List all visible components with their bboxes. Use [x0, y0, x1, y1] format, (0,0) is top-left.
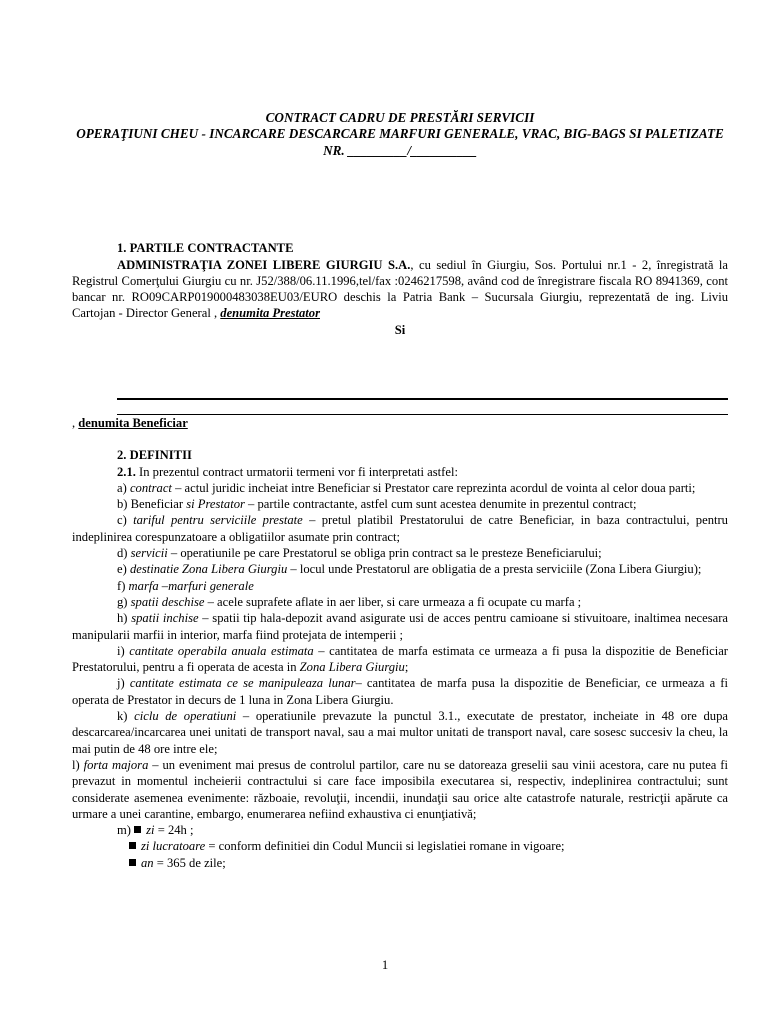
party-paragraph: ADMINISTRAŢIA ZONEI LIBERE GIURGIU S.A., cu sediul în Giurgiu, Sos. Portului nr.1 - 2, înregistrată la Registrul Comerţului Giurgiu cu nr. J52/388/06.11.1996,tel/fax :0246217598, având cod de înregistrare fiscala RO 8941369, cont bancar nr. RO09CARP019000483038EU03/EURO deschis la Patria Bank – Sucursala Giurgiu, reprezentată de ing. Liviu Cartojan - Director General , denumita Prestator — [72, 257, 728, 321]
definition-m-year: an = 365 de zile; — [72, 855, 728, 871]
definition-m-work-day: zi lucratoare = conform definitiei din Codul Muncii si legislatiei romane in vigoare; — [72, 838, 728, 854]
contract-number: NR. _________/__________ — [323, 142, 477, 158]
section-1-heading: 1. PARTILE CONTRACTANTE — [117, 241, 294, 256]
definition-h: h) spatii inchise – spatii tip hala-depozit avand asigurate usi de acces pentru camioane si stivuitoare, inaltimea necesara manipularii marfii in interior, marfa fiind protejata de intemperii ; — [72, 611, 728, 642]
definition-m: m) zi = 24h ; — [117, 823, 194, 838]
definition-c: c) tariful pentru serviciile prestate – pretul platibil Prestatorului de catre Beneficiar, in baza contractului, pentru indeplinirea corespunzatoare a obligatiilor asumate prin contract; — [72, 513, 728, 544]
definition-a: a) contract – actul juridic incheiat intre Beneficiar si Prestator care reprezinta acordul de vointa al celor doua parti; — [117, 480, 696, 495]
definition-k: k) ciclu de operatiuni – operatiunile prevazute la punctul 3.1., executate de prestator, incheiate in 48 ore dupa descarcarea/incarcarea unei unitati de transport naval, sau a mai multor unitati de transport naval, care sosesc succesiv la cheu, la mai putin de 48 ore intre ele; — [72, 709, 728, 756]
definition-f: f) marfa –marfuri generale — [117, 578, 254, 593]
definition-i: i) cantitate operabila anuala estimata – cantitatea de marfa estimata ce urmeaza a fi pusa la dispozitie de Beneficiar Prestatorului, pentru a fi operata de acesta in Zona Libera Giurgiu; — [72, 643, 728, 675]
square-bullet-icon — [129, 842, 136, 849]
definition-g: g) spatii deschise – acele suprafete aflate in aer liber, si care urmeaza a fi ocupate cu marfa ; — [117, 594, 582, 609]
page-number: 1 — [381, 958, 389, 972]
beneficiar-paragraph: , denumita Beneficiar — [72, 416, 188, 430]
definition-b: b) Beneficiar si Prestator – partile contractante, astfel cum sunt acestea denumite in prezentul contract; — [117, 497, 637, 512]
title-line-1: CONTRACT CADRU DE PRESTĂRI SERVICII — [265, 110, 535, 125]
si-connector: Si — [394, 322, 406, 337]
definition-d: d) servicii – operatiunile pe care Prestatorul se obliga prin contract sa le presteze Beneficiarului; — [117, 546, 602, 561]
beneficiary-name-line — [117, 398, 728, 400]
prestator-label: denumita Prestator — [220, 306, 320, 321]
beneficiar-label: denumita Beneficiar — [78, 416, 188, 430]
title-line-2: OPERAŢIUNI CHEU - INCARCARE DESCARCARE MARFURI GENERALE, VRAC, BIG-BAGS SI PALETIZATE — [76, 126, 724, 142]
beneficiary-details-line — [117, 404, 728, 415]
contract-title — [72, 110, 728, 159]
definition-j: j) cantitate estimata ce se manipuleaza lunar– cantitatea de marfa pusa la dispozitie de Beneficiar, ce urmeaza a fi operata de Prestator in decurs de 1 luna in Zona Libera Giurgiu. — [72, 676, 729, 707]
section-2-heading: 2. DEFINITII — [117, 448, 192, 463]
definition-l: l) forta majora – un eveniment mai presus de controlul partilor, care nu se datoreaza greselii sau vinii acestora, care nu putea fi prevazut in momentul incheierii contractului si care face imposibila executarea si, respectiv, indeplinirea contractului; sunt considerate asemenea evenimente: războaie, revoluţii, incendii, inundaţii sau orice alte catastrofe naturale, restricţii apărute ca urmare a unei carantine, embargo, enumerarea nefiind exhaustiva ci enunţiativă; — [72, 757, 728, 821]
definition-e: e) destinatie Zona Libera Giurgiu – locul unde Prestatorul are obligatia de a presta serviciile (Zona Libera Giurgiu); — [117, 562, 702, 577]
prestator-name: ADMINISTRAŢIA ZONEI LIBERE GIURGIU S.A. — [117, 257, 411, 272]
square-bullet-icon — [129, 859, 136, 866]
square-bullet-icon — [134, 826, 141, 833]
document-body — [72, 110, 728, 871]
definition-intro: 2.1. In prezentul contract urmatorii termeni vor fi interpretati astfel: — [117, 464, 458, 479]
